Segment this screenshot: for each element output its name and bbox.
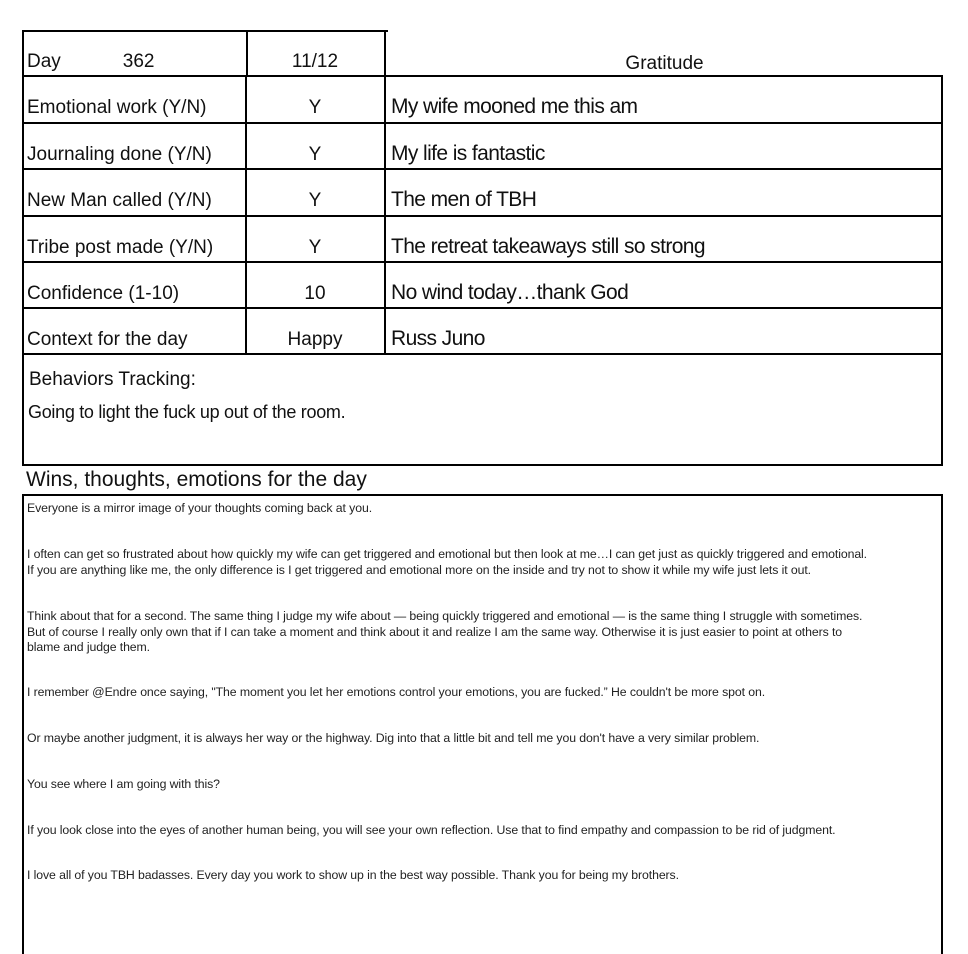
day-cell: [22, 30, 248, 77]
gratitude-item: No wind today…thank God: [386, 263, 943, 309]
row-label: Confidence (1-10): [22, 263, 247, 309]
gratitude-item: My wife mooned me this am: [386, 77, 943, 123]
date-cell: 11/12: [246, 30, 386, 77]
row-value: Y: [246, 124, 386, 170]
row-label: Emotional work (Y/N): [22, 77, 247, 123]
wins-paragraph: Everyone is a mirror image of your thoughts coming back at you.: [27, 501, 373, 515]
row-value: Y: [246, 217, 386, 263]
wins-paragraph: I remember @Endre once saying, "The moment you let her emotions control your emotions, you are fucked.” He couldn't be more spot on.: [27, 685, 766, 699]
row-label: Context for the day: [22, 309, 247, 355]
row-value: Y: [246, 77, 386, 123]
day-number: 362: [122, 51, 155, 72]
behaviors-title: Behaviors Tracking:: [29, 369, 196, 390]
gratitude-item: My life is fantastic: [386, 124, 943, 170]
day-label: Day: [27, 51, 61, 72]
tracker-row: [22, 77, 943, 123]
tracker-row: [22, 309, 943, 355]
wins-paragraph: You see where I am going with this?: [27, 777, 220, 791]
row-value: 10: [246, 263, 386, 309]
wins-paragraph: I often can get so frustrated about how quickly my wife can get triggered and emotional but then look at me…I can get just as quickly triggered and emotional. If you are anything like me, the only difference is I get triggered and emotional more on the inside and try not to show it while my wife just lets it out.: [27, 547, 868, 577]
tracker-row: [22, 217, 943, 263]
wins-box: [22, 494, 943, 954]
tracker-row: [22, 170, 943, 216]
gratitude-item: The men of TBH: [386, 170, 943, 216]
gratitude-header: Gratitude: [625, 53, 704, 74]
row-label: New Man called (Y/N): [22, 170, 247, 216]
wins-paragraph: Think about that for a second. The same thing I judge my wife about — being quickly triggered and emotional — is the same thing I struggle with sometimes. But of course I really only own that if I can take a moment and think about it and realize I am the same way. Otherwise it is just easier to point at others to blame and judge them.: [27, 609, 863, 654]
wins-paragraph: Or maybe another judgment, it is always her way or the highway. Dig into that a little bit and tell me you don't have a very similar problem.: [27, 731, 760, 745]
row-label: Journaling done (Y/N): [22, 124, 247, 170]
wins-paragraph: I love all of you TBH badasses. Every day you work to show up in the best way possible. Thank you for being my brothers.: [27, 868, 679, 882]
tracker-header-row: [22, 30, 943, 77]
tracker-row: [22, 124, 943, 170]
row-label: Tribe post made (Y/N): [22, 217, 247, 263]
wins-paragraph: If you look close into the eyes of another human being, you will see your own reflection. Use that to find empathy and compassion to be rid of judgment.: [27, 823, 836, 837]
behaviors-text: Going to light the fuck up out of the room.: [28, 402, 346, 422]
wins-title: Wins, thoughts, emotions for the day: [26, 468, 367, 491]
gratitude-item: Russ Juno: [386, 309, 943, 355]
behaviors-tracking-box: [22, 353, 943, 466]
gratitude-item: The retreat takeaways still so strong: [386, 217, 943, 263]
row-value: Y: [246, 170, 386, 216]
tracker-row: [22, 263, 943, 309]
row-value: Happy: [246, 309, 386, 355]
